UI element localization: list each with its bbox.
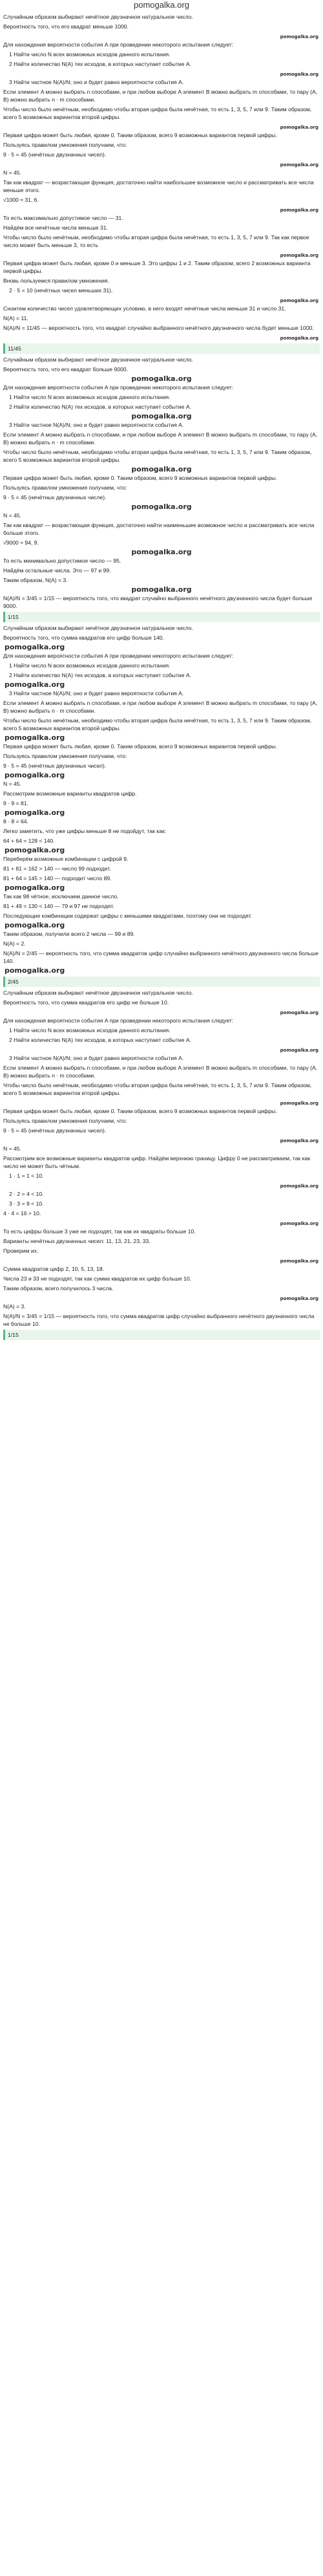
text-line: Если элемент A можно выбрать n способами, и при любом выборе A элемент B можно выбрать m способами, то пару (A, B) можно выбрать n · m способами. <box>3 1065 318 1079</box>
text-line: Вероятность того, что его квадрат больше 9000. <box>3 366 129 373</box>
text-line: 2 Найти количество N(A) тех исходов, в которых наступает событие A. <box>9 404 192 410</box>
watermark-row <box>3 884 320 892</box>
watermark-row <box>3 70 320 78</box>
text-line: 9 · 5 = 45 (нечётных двузначных числе). <box>3 494 107 501</box>
watermark: pomogalka.org <box>131 503 192 511</box>
watermark: pomogalka.org <box>280 1138 318 1143</box>
watermark-row <box>3 1099 320 1107</box>
watermark-row <box>3 251 320 259</box>
answer-box: 1/15 <box>3 1330 320 1340</box>
watermark-row <box>3 809 320 817</box>
text-line: Последующие комбинации содержат цифры с меньшими квадратами, поэтому они не подходят. <box>3 913 253 919</box>
article-body <box>0 12 323 1340</box>
text-line: 64 + 64 = 128 < 140. <box>3 838 55 844</box>
text-line: Первая цифра может быть любая, кроме 0. Таким образом, всего 9 возможных вариантов первой цифры. <box>3 475 277 481</box>
watermark: pomogalka.org <box>280 162 318 168</box>
watermark-row <box>3 466 320 473</box>
watermark: pomogalka.org <box>5 680 65 689</box>
text-line: Для нахождения вероятности события A при проведении некоторого испытания следует: <box>3 1017 234 1024</box>
text-line: 3 Найти частное N(A)/N; оно и будет равно вероятности события A. <box>9 79 184 85</box>
text-line: Первая цифра может быть любая, кроме 0. Таким образом, всего 9 возможных вариантов первой цифры. <box>3 132 277 138</box>
text-line: 1 Найти число N всех возможных исходов данного испытания. <box>9 394 171 400</box>
watermark-row <box>3 1136 320 1144</box>
watermark-row <box>3 681 320 689</box>
text-line: N(A) = 3. <box>3 1303 26 1310</box>
text-line: 9 · 5 = 45 (нечётных двузначных чисел). <box>3 763 107 769</box>
watermark-row <box>3 1219 320 1227</box>
watermark: pomogalka.org <box>280 1010 318 1015</box>
text-line: Так как квадрат — возрастающая функция, достаточно найти наименьшее возможное число и рассматривать все числа больше этого. <box>3 522 315 536</box>
text-line: Первая цифра может быть любая, кроме 0. Таким образом, всего 9 возможных вариантов первой цифры. <box>3 743 277 750</box>
text-line: 3 · 3 = 9 < 10. <box>9 1200 44 1207</box>
text-line: Таким образом, N(A) = 3. <box>3 577 68 583</box>
watermark: pomogalka.org <box>5 643 65 651</box>
text-line: Чтобы число было нечётным, необходимо чтобы вторая цифра была нечётная, то есть 1, 3, 5, 7 или 9. Таким образом, всего 5 возможных вариантов второй цифры. <box>3 449 312 463</box>
watermark: pomogalka.org <box>131 585 192 594</box>
text-line: 2 · 5 = 10 (нечётных чисел меньших 31). <box>9 287 113 294</box>
text-line: Вероятность того, что сумма квадратов его цифр не больше 10. <box>3 999 169 1006</box>
watermark: pomogalka.org <box>280 1296 318 1301</box>
watermark: pomogalka.org <box>280 253 318 258</box>
text-line: Если элемент A можно выбрать n способами, и при любом выборе A элемент B можно выбрать m способами, то пару (A, B) можно выбрать n · m способами. <box>3 700 318 714</box>
watermark-row <box>3 734 320 742</box>
text-line: Случайным образом выбирают нечётное двузначное натуральное число. <box>3 14 193 20</box>
text-line: Таким образом, всего получилось 3 числа. <box>3 1285 114 1292</box>
text-line: Проверим их. <box>3 1248 39 1254</box>
text-line: 3 Найти частное N(A)/N; оно и будет равно вероятности события A. <box>9 1055 184 1061</box>
watermark-row <box>3 413 320 420</box>
watermark: pomogalka.org <box>131 465 192 473</box>
text-line: Сноитем количество чисел удовлетворяющих условию, в него входят нечётные числа меньше 31 и число 31. <box>3 305 286 312</box>
text-line: 2 Найти количество N(A) тех исходов, в которых наступает событие A. <box>9 61 192 67</box>
text-line: 3 Найти частное N(A)/N; оно и будет равно вероятности события A. <box>9 422 184 428</box>
text-line: N(A)/N = 3/45 = 1/15 — вероятность того, что квадрат случайно выбранного нечётного двузначного числа будет больше 9000. <box>3 595 313 609</box>
text-line: Таким образом, получили всего 2 числа — 99 и 89. <box>3 931 135 937</box>
watermark: pomogalka.org <box>131 412 192 420</box>
watermark-row <box>3 772 320 779</box>
text-line: 81 + 49 = 130 < 140 — 79 и 97 не подходят. <box>3 903 114 909</box>
text-line: 81 + 81 = 162 > 140 — число 99 подходит. <box>3 865 111 872</box>
text-line: Пользуясь правилом умножения получаем, что: <box>3 1118 127 1124</box>
text-line: N = 45. <box>3 169 21 176</box>
text-line: Случайным образом выбирают нечётное двузначное натуральное число. <box>3 990 193 996</box>
watermark: pomogalka.org <box>131 548 192 556</box>
watermark-row <box>3 160 320 168</box>
watermark: pomogalka.org <box>5 883 65 892</box>
watermark-row <box>3 206 320 213</box>
text-line: Вероятность того, что сумма квадратов его цифр больше 140. <box>3 634 164 641</box>
watermark: pomogalka.org <box>280 72 318 77</box>
watermark: pomogalka.org <box>280 1184 318 1189</box>
watermark: pomogalka.org <box>280 125 318 130</box>
text-line: 2 Найти количество N(A) тех исходов, в которых наступает событие A. <box>9 672 192 678</box>
watermark-row <box>3 644 320 651</box>
text-line: Вероятность того, что его квадрат меньше 1000. <box>3 23 129 30</box>
text-line: Случайным образом выбирают нечётное двузначное натуральное число. <box>3 625 193 631</box>
text-line: Для нахождения вероятности события A при проведении некоторого испытания следует: <box>3 41 234 48</box>
text-line: N = 45. <box>3 1145 21 1152</box>
text-line: Числа 23 и 33 не подходят, так как сумма квадратов их цифр больше 10. <box>3 1275 192 1282</box>
answer-box: 1/15 <box>3 612 320 622</box>
watermark-row <box>3 334 320 341</box>
watermark-row <box>3 296 320 304</box>
watermark: pomogalka.org <box>280 298 318 303</box>
watermark: pomogalka.org <box>5 771 65 779</box>
watermark-row <box>3 967 320 975</box>
text-line: 2 Найти количество N(A) тех исходов, в которых наступает событие A. <box>9 1037 192 1043</box>
watermark-row <box>3 1257 320 1264</box>
answer-box: 2/45 <box>3 977 320 987</box>
text-line: То есть цифры больше 3 уже не подходят, так как их квадраты больше 10. <box>3 1228 196 1235</box>
text-line: То есть максимально допустимое число — 31. <box>3 215 123 221</box>
watermark-row <box>3 503 320 511</box>
watermark: pomogalka.org <box>280 1259 318 1264</box>
text-line: Чтобы число было нечётным, необходимо чтобы вторая цифра была нечётная, то есть 1, 3, 5, 7 или 9. Таким образом, всего 5 возможных вариантов второй цифры. <box>3 1082 312 1096</box>
text-line: То есть минимально допустимое число — 95. <box>3 557 121 564</box>
text-line: 81 + 64 = 145 > 140 — подходит число 89. <box>3 875 112 882</box>
text-line: 2 · 2 = 4 < 10. <box>9 1191 44 1197</box>
watermark: pomogalka.org <box>5 808 65 817</box>
text-line: Первая цифра может быть любая, кроме 0. Таким образом, всего 9 возможных вариантов первой цифры. <box>3 1108 277 1114</box>
text-line: N(A)/N = 3/45 = 1/15 — вероятность того, что сумма квадратов цифр случайно выбранного нечётного двузначного числа не больше 10. <box>3 1313 315 1327</box>
watermark: pomogalka.org <box>5 966 65 975</box>
text-line: Вновь пользуемся правилом умножения. <box>3 277 109 284</box>
watermark-row <box>3 123 320 131</box>
watermark-row <box>3 1046 320 1054</box>
text-line: Пользуясь правилом умножения получаем, что: <box>3 142 127 148</box>
text-line: N(A) = 11. <box>3 315 28 321</box>
text-line: 1 Найти число N всех возможных исходов данного испытания. <box>9 662 171 669</box>
answer-box: 11/45 <box>3 343 320 354</box>
watermark: pomogalka.org <box>5 846 65 854</box>
text-line: Легко заметить, что уже цифры меньше 8 не подойдут, так как: <box>3 828 167 834</box>
watermark: pomogalka.org <box>280 1101 318 1106</box>
watermark: pomogalka.org <box>5 733 65 742</box>
text-line: N(A)/N = 11/45 — вероятность того, что квадрат случайно выбранного нечётного двузначного числа будет меньше 1000. <box>3 325 314 331</box>
watermark-row <box>3 548 320 556</box>
text-line: Сумма квадратов цифр 2, 10, 5, 13, 18. <box>3 1266 105 1272</box>
text-line: Для нахождения вероятности события A при проведении некоторого испытания следует: <box>3 384 234 391</box>
text-line: 1 Найти число N всех возможных исходов данного испытания. <box>9 51 171 58</box>
watermark-row <box>3 1182 320 1189</box>
text-line: 9 · 9 = 81. <box>3 800 28 806</box>
text-line: N = 45. <box>3 781 21 787</box>
watermark: pomogalka.org <box>280 1221 318 1226</box>
text-line: Случайным образом выбирают нечётное двузначное натуральное число. <box>3 356 193 363</box>
watermark: pomogalka.org <box>280 208 318 213</box>
text-line: Варианты нечётных двузначных чисел: 11, 13, 21, 23, 33. <box>3 1238 151 1244</box>
text-line: Пользуясь правилом умножения получаем, что: <box>3 753 127 759</box>
watermark: pomogalka.org <box>280 1048 318 1053</box>
text-line: Первая цифра может быть любая, кроме 0 и меньше 3. Это цифры 1 и 2. Таким образом, всего 2 возможных варианта первой цифры. <box>3 260 311 274</box>
text-line: Найдём остальные числа. Это — 97 и 99. <box>3 567 111 574</box>
text-line: 9 · 5 = 45 (нечётных двузначных чисел). <box>3 1127 107 1134</box>
text-line: Найдём все нечётные числа меньше 31. <box>3 224 109 231</box>
watermark-row <box>3 32 320 40</box>
watermark-row <box>3 922 320 929</box>
text-line: N = 45. <box>3 512 21 519</box>
text-line: Для нахождения вероятности события A при проведении некоторого испытания следует: <box>3 653 234 659</box>
text-line: √1000 ≈ 31, 6. <box>3 197 39 203</box>
watermark-row <box>3 1008 320 1016</box>
text-line: Чтобы число было нечётным, необходимо чтобы вторая цифра была нечётная, то есть 1, 3, 5, 7 или 9. Так как первое число может быть меньше 3, то есть <box>3 234 309 248</box>
site-logo[interactable]: pomogalka.org <box>134 0 189 10</box>
text-line: 8 · 8 = 64. <box>3 818 28 825</box>
text-line: Переберём возможные комбинации с цифрой 9. <box>3 856 129 862</box>
watermark-row <box>3 1294 320 1302</box>
text-line: Чтобы число было нечётным, необходимо чтобы вторая цифра была нечётная, то есть 1, 3, 5, 7 или 9. Таким образом, всего 5 возможных вариантов второй цифры. <box>3 717 312 731</box>
text-line: Если элемент A можно выбрать n способами, и при любом выборе A элемент B можно выбрать m способами, то пару (A, B) можно выбрать n · m способами. <box>3 431 318 446</box>
text-line: 4 · 4 = 16 > 10. <box>3 1210 41 1217</box>
text-line: N(A)/N = 2/45 — вероятность того, что сумма квадратов цифр случайно выбранного нечётного двузначного числа больше 140. <box>3 950 318 964</box>
text-line: Так как квадрат — возрастающая функция, достаточно найти наибольшее возможное число и рассматривать все числа меньше этого. <box>3 179 314 193</box>
text-line: 1 Найти число N всех возможных исходов данного испытания. <box>9 1027 171 1034</box>
text-line: N(A) = 2. <box>3 940 26 947</box>
text-line: Чтобы число было нечётным, необходимо чтобы вторая цифра была нечётная, то есть 1, 3, 5, 7 или 9. Таким образом, всего 5 возможных вариантов второй цифры. <box>3 106 312 120</box>
watermark: pomogalka.org <box>5 921 65 929</box>
text-line: Так как 98 чётное, исключаем данное число. <box>3 893 119 900</box>
watermark-row <box>3 847 320 854</box>
text-line: Рассмотрим все возможные варианты квадратов цифр. Найдём верхнюю границу. Цифру 0 не рассматриваем, так как число не может быть чётным. <box>3 1155 311 1169</box>
text-line: 9 · 5 = 45 (нечётных двузначных чисел). <box>3 151 107 158</box>
watermark: pomogalka.org <box>280 336 318 341</box>
text-line: Пользуясь правилом умножения получаем, что: <box>3 484 127 491</box>
text-line: 3 Найти частное N(A)/N; оно и будет равно вероятности события A. <box>9 690 184 697</box>
text-line: Если элемент A можно выбрать n способами, и при любом выборе A элемент B можно выбрать m способами, то пару (A, B) можно выбрать n · m способами. <box>3 89 318 103</box>
watermark: pomogalka.org <box>280 34 318 39</box>
text-line: 1 · 1 = 1 < 10. <box>9 1173 44 1179</box>
watermark: pomogalka.org <box>131 374 192 383</box>
text-line: √9000 ≈ 94, 9. <box>3 539 39 546</box>
text-line: Рассмотрим возможные варианты квадратов цифр. <box>3 790 137 797</box>
watermark-row <box>3 375 320 383</box>
watermark-row <box>3 586 320 594</box>
